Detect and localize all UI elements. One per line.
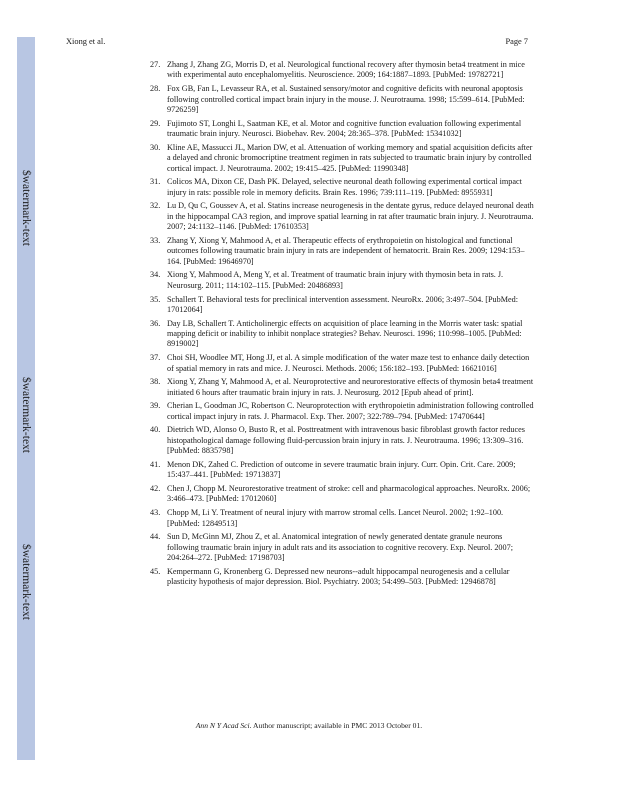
- reference-list: [150, 60, 535, 591]
- reference-item: [150, 60, 535, 81]
- reference-item: [150, 567, 535, 588]
- reference-item: [150, 143, 535, 174]
- page-footer: [0, 721, 618, 730]
- reference-number: 32.: [150, 201, 161, 211]
- reference-text: Chopp M, Li Y. Treatment of neural injury with marrow stromal cells. Lancet Neurol. 2002; 1:92–100. [PubMed: 12849513]: [167, 508, 504, 528]
- reference-item: [150, 201, 535, 232]
- reference-text: Dietrich WD, Alonso O, Busto R, et al. Posttreatment with intravenous basic fibroblast growth factor reduces histopathological damage following fluid-percussion brain injury in rats. J. Neurotrauma. 1996; 13:309–316. [PubMed: 8835798]: [167, 425, 525, 456]
- reference-text: Choi SH, Woodlee MT, Hong JJ, et al. A simple modification of the water maze test to enhance daily detection of spatial memory in rats and mice. J. Neurosci. Methods. 2006; 156:182–193. [PubMed: 16621016]: [167, 353, 530, 373]
- reference-number: 43.: [150, 508, 161, 518]
- reference-number: 29.: [150, 118, 161, 128]
- reference-number: 27.: [150, 60, 161, 69]
- reference-item: [150, 270, 535, 291]
- reference-text: Lu D, Qu C, Goussev A, et al. Statins increase neurogenesis in the dentate gyrus, reduce delayed neuronal death in the hippocampal CA3 region, and improve spatial learning in rat after traumatic brain injury. J. Neurotrauma. 2007; 24:1132–1146. [PubMed: 17610353]: [167, 201, 534, 232]
- footer-journal: Ann N Y Acad Sci: [195, 721, 250, 730]
- reference-text: Xiong Y, Mahmood A, Meng Y, et al. Treatment of traumatic brain injury with thymosin beta in rats. J. Neurosurg. 2011; 114:102–115. [PubMed: 20486893]: [167, 270, 504, 290]
- reference-number: 41.: [150, 459, 161, 469]
- reference-number: 30.: [150, 142, 161, 152]
- reference-number: 38.: [150, 377, 161, 387]
- reference-text: Zhang Y, Xiong Y, Mahmood A, et al. Therapeutic effects of erythropoietin on histological and functional outcomes following traumatic brain injury in rats are independent of hematocrit. Brain Res. 2009; 1294:153–164. [PubMed: 19646970]: [167, 235, 525, 266]
- reference-number: 36.: [150, 318, 161, 328]
- reference-item: [150, 84, 535, 115]
- reference-item: [150, 508, 535, 529]
- reference-item: [150, 460, 535, 481]
- reference-item: [150, 401, 535, 422]
- footer-note: . Author manuscript; available in PMC 2013 October 01.: [249, 721, 423, 730]
- reference-item: [150, 377, 535, 398]
- reference-number: 28.: [150, 84, 161, 94]
- reference-text: Schallert T. Behavioral tests for preclinical intervention assessment. NeuroRx. 2006; 3:497–504. [PubMed: 17012064]: [167, 294, 519, 314]
- reference-item: [150, 532, 535, 563]
- reference-item: [150, 236, 535, 267]
- watermark-text: $watermark-text: [20, 170, 32, 246]
- reference-text: Cherian L, Goodman JC, Robertson C. Neuroprotection with erythropoietin administration following controlled cortical impact injury in rats. J. Pharmacol. Exp. Ther. 2007; 322:789–794. [PubMed: 17470644]: [167, 401, 534, 421]
- reference-item: [150, 295, 535, 316]
- reference-item: [150, 177, 535, 198]
- reference-number: 37.: [150, 353, 161, 363]
- reference-number: 42.: [150, 484, 161, 494]
- running-header-authors: Xiong et al.: [66, 37, 106, 46]
- reference-text: Kempermann G, Kronenberg G. Depressed new neurons--adult hippocampal neurogenesis and a cellular plasticity hypothesis of major depression. Biol. Psychiatry. 2003; 54:499–503. [PubMed: 12946878]: [167, 566, 510, 587]
- watermark-text: $watermark-text: [20, 544, 32, 620]
- page-number: Page 7: [505, 37, 528, 46]
- reference-item: [150, 119, 535, 140]
- reference-text: Sun D, McGinn MJ, Zhou Z, et al. Anatomical integration of newly generated dentate granule neurons following traumatic brain injury in adult rats and its association to cognitive recovery. Exp. Neurol. 2007; 204:264–272. [PubMed: 17198703]: [167, 532, 513, 563]
- reference-item: [150, 319, 535, 350]
- reference-text: Chen J, Chopp M. Neurorestorative treatment of stroke: cell and pharmacological approaches. NeuroRx. 2006; 3:466–473. [PubMed: 17012060]: [167, 484, 531, 504]
- reference-number: 45.: [150, 566, 161, 576]
- reference-number: 44.: [150, 532, 161, 542]
- reference-number: 31.: [150, 177, 161, 187]
- reference-item: [150, 484, 535, 505]
- reference-text: Zhang J, Zhang ZG, Morris D, et al. Neurological functional recovery after thymosin beta4 treatment in mice with experimental auto encephalomyelitis. Neuroscience. 2009; 164:1887–1893. [PubMed: 19782721]: [167, 60, 525, 80]
- reference-number: 33.: [150, 235, 161, 245]
- reference-item: [150, 425, 535, 456]
- reference-number: 40.: [150, 425, 161, 435]
- reference-text: Kline AE, Massucci JL, Marion DW, et al. Attenuation of working memory and spatial acquisition deficits after a delayed and chronic bromocriptine treatment regimen in rats subjected to traumatic brain injury by controlled cortical impact. J. Neurotrauma. 2002; 19:415–425. [PubMed: 11990348]: [167, 142, 533, 173]
- reference-text: Day LB, Schallert T. Anticholinergic effects on acquisition of place learning in the Morris water task: spatial mapping deficit or inability to inhibit nonplace strategies? Behav. Neurosci. 1996; 110:998–1005. [PubMed: 8919002]: [167, 318, 523, 349]
- watermark-text: $watermark-text: [20, 377, 32, 453]
- reference-text: Colicos MA, Dixon CE, Dash PK. Delayed, selective neuronal death following experimental cortical impact injury in rats: possible role in memory deficits. Brain Res. 1996; 739:111–119. [PubMed: 8955931]: [167, 177, 522, 197]
- reference-text: Fujimoto ST, Longhi L, Saatman KE, et al. Motor and cognitive function evaluation following experimental traumatic brain injury. Neurosci. Biobehav. Rev. 2004; 28:365–378. [PubMed: 15341032]: [167, 118, 522, 139]
- reference-number: 35.: [150, 294, 161, 304]
- reference-text: Xiong Y, Zhang Y, Mahmood A, et al. Neuroprotective and neurorestorative effects of thymosin beta4 treatment initiated 6 hours after traumatic brain injury in rats. J. Neurosurg. 2012 [Epub ahead of print].: [167, 377, 534, 397]
- reference-text: Fox GB, Fan L, Levasseur RA, et al. Sustained sensory/motor and cognitive deficits with neuronal apoptosis following controlled cortical impact brain injury in the mouse. J. Neurotrauma. 1998; 15:599–614. [PubMed: 9726259]: [167, 84, 525, 114]
- reference-text: Menon DK, Zahed C. Prediction of outcome in severe traumatic brain injury. Curr. Opin. Crit. Care. 2009; 15:437–441. [PubMed: 19713837]: [167, 459, 516, 480]
- reference-number: 34.: [150, 270, 161, 280]
- reference-item: [150, 353, 535, 374]
- reference-number: 39.: [150, 401, 161, 411]
